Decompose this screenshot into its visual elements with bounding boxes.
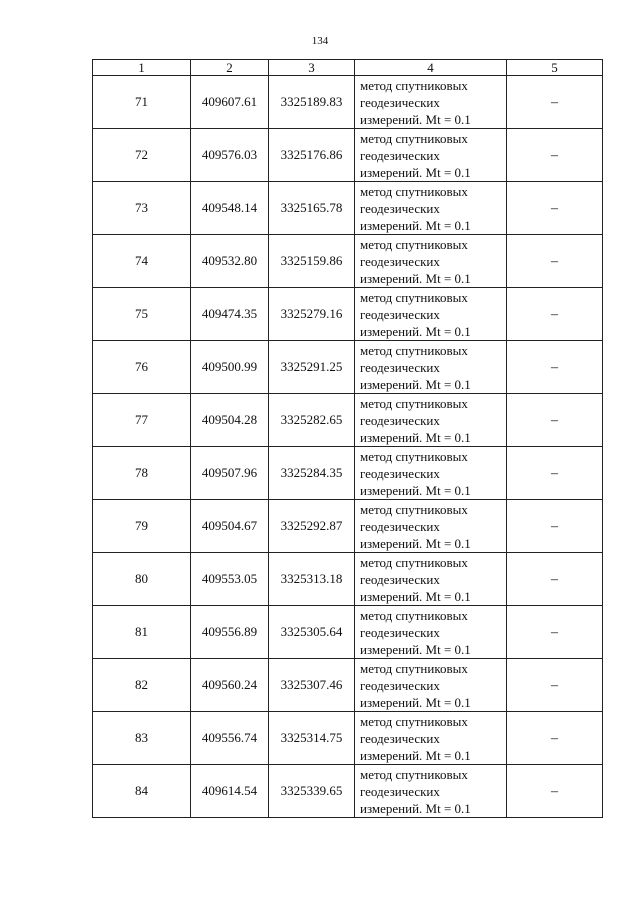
method-line: метод спутниковых (360, 289, 468, 305)
x-coordinate-cell: 409556.74 (191, 712, 269, 765)
table-row (93, 394, 603, 447)
table-row (93, 659, 603, 712)
method-line: измерений. Mt = 0.1 (360, 694, 471, 710)
method-line: метод спутниковых (360, 713, 468, 729)
table-row (93, 606, 603, 659)
x-coordinate-cell: 409576.03 (191, 129, 269, 182)
method-cell (355, 288, 507, 341)
method-line: метод спутниковых (360, 660, 468, 676)
method-line: измерений. Mt = 0.1 (360, 747, 471, 763)
method-line: метод спутниковых (360, 77, 468, 93)
method-line: измерений. Mt = 0.1 (360, 482, 471, 498)
note-dash: – (551, 253, 558, 269)
method-line: измерений. Mt = 0.1 (360, 217, 471, 233)
method-cell (355, 712, 507, 765)
note-cell (507, 235, 603, 288)
note-cell (507, 394, 603, 447)
x-coordinate-cell: 409560.24 (191, 659, 269, 712)
note-dash: – (551, 465, 558, 481)
note-cell (507, 182, 603, 235)
note-dash: – (551, 94, 558, 110)
method-line: метод спутниковых (360, 607, 468, 623)
column-header: 3 (269, 60, 355, 76)
x-coordinate-cell: 409607.61 (191, 76, 269, 129)
x-coordinate-cell: 409548.14 (191, 182, 269, 235)
method-line: измерений. Mt = 0.1 (360, 111, 471, 127)
method-line: геодезических (360, 253, 440, 269)
x-coordinate-cell: 409614.54 (191, 765, 269, 818)
y-coordinate-cell: 3325305.64 (269, 606, 355, 659)
point-number-cell: 82 (93, 659, 191, 712)
table-row (93, 182, 603, 235)
x-coordinate-cell: 409504.28 (191, 394, 269, 447)
y-coordinate-cell: 3325291.25 (269, 341, 355, 394)
method-line: геодезических (360, 147, 440, 163)
note-cell (507, 553, 603, 606)
method-line: геодезических (360, 306, 440, 322)
note-dash: – (551, 571, 558, 587)
y-coordinate-cell: 3325189.83 (269, 76, 355, 129)
method-line: геодезических (360, 624, 440, 640)
x-coordinate-cell: 409532.80 (191, 235, 269, 288)
y-coordinate-cell: 3325282.65 (269, 394, 355, 447)
method-line: геодезических (360, 200, 440, 216)
method-line: измерений. Mt = 0.1 (360, 323, 471, 339)
method-line: измерений. Mt = 0.1 (360, 800, 471, 816)
method-cell (355, 553, 507, 606)
method-cell (355, 765, 507, 818)
note-dash: – (551, 412, 558, 428)
method-cell (355, 235, 507, 288)
method-line: геодезических (360, 730, 440, 746)
point-number-cell: 76 (93, 341, 191, 394)
note-cell (507, 129, 603, 182)
y-coordinate-cell: 3325284.35 (269, 447, 355, 500)
x-coordinate-cell: 409556.89 (191, 606, 269, 659)
method-line: измерений. Mt = 0.1 (360, 376, 471, 392)
page-number: 134 (311, 35, 329, 47)
table-row (93, 500, 603, 553)
method-line: метод спутниковых (360, 395, 468, 411)
method-line: геодезических (360, 571, 440, 587)
method-line: геодезических (360, 465, 440, 481)
method-cell (355, 76, 507, 129)
method-line: геодезических (360, 518, 440, 534)
note-cell (507, 341, 603, 394)
point-number-cell: 80 (93, 553, 191, 606)
y-coordinate-cell: 3325176.86 (269, 129, 355, 182)
method-line: геодезических (360, 94, 440, 110)
column-header: 4 (355, 60, 507, 76)
method-line: измерений. Mt = 0.1 (360, 429, 471, 445)
point-number-cell: 71 (93, 76, 191, 129)
y-coordinate-cell: 3325314.75 (269, 712, 355, 765)
y-coordinate-cell: 3325307.46 (269, 659, 355, 712)
note-dash: – (551, 730, 558, 746)
method-line: геодезических (360, 359, 440, 375)
method-cell (355, 341, 507, 394)
point-number-cell: 75 (93, 288, 191, 341)
point-number-cell: 79 (93, 500, 191, 553)
table-row (93, 129, 603, 182)
method-line: метод спутниковых (360, 130, 468, 146)
method-cell (355, 394, 507, 447)
note-cell (507, 659, 603, 712)
column-header: 5 (507, 60, 603, 76)
table-row (93, 447, 603, 500)
method-line: геодезических (360, 677, 440, 693)
x-coordinate-cell: 409474.35 (191, 288, 269, 341)
method-cell (355, 659, 507, 712)
coordinates-table (92, 59, 603, 818)
method-line: метод спутниковых (360, 342, 468, 358)
table-body (93, 76, 603, 818)
note-dash: – (551, 359, 558, 375)
method-cell (355, 447, 507, 500)
header-row (93, 60, 603, 76)
method-line: метод спутниковых (360, 554, 468, 570)
x-coordinate-cell: 409500.99 (191, 341, 269, 394)
point-number-cell: 78 (93, 447, 191, 500)
note-dash: – (551, 147, 558, 163)
y-coordinate-cell: 3325313.18 (269, 553, 355, 606)
note-cell (507, 447, 603, 500)
note-cell (507, 606, 603, 659)
method-line: измерений. Mt = 0.1 (360, 535, 471, 551)
method-cell (355, 182, 507, 235)
x-coordinate-cell: 409507.96 (191, 447, 269, 500)
column-header: 2 (191, 60, 269, 76)
method-line: измерений. Mt = 0.1 (360, 588, 471, 604)
table-row (93, 765, 603, 818)
method-line: метод спутниковых (360, 183, 468, 199)
note-dash: – (551, 783, 558, 799)
note-dash: – (551, 306, 558, 322)
note-dash: – (551, 518, 558, 534)
point-number-cell: 72 (93, 129, 191, 182)
method-line: измерений. Mt = 0.1 (360, 164, 471, 180)
method-line: геодезических (360, 783, 440, 799)
point-number-cell: 77 (93, 394, 191, 447)
method-cell (355, 500, 507, 553)
table-row (93, 341, 603, 394)
table-row (93, 288, 603, 341)
note-cell (507, 76, 603, 129)
method-line: геодезических (360, 412, 440, 428)
point-number-cell: 83 (93, 712, 191, 765)
method-line: измерений. Mt = 0.1 (360, 641, 471, 657)
point-number-cell: 81 (93, 606, 191, 659)
table-row (93, 553, 603, 606)
table-header (93, 60, 603, 76)
method-line: измерений. Mt = 0.1 (360, 270, 471, 286)
x-coordinate-cell: 409504.67 (191, 500, 269, 553)
note-cell (507, 765, 603, 818)
method-line: метод спутниковых (360, 448, 468, 464)
method-line: метод спутниковых (360, 501, 468, 517)
note-cell (507, 500, 603, 553)
note-cell (507, 288, 603, 341)
note-cell (507, 712, 603, 765)
method-line: метод спутниковых (360, 236, 468, 252)
y-coordinate-cell: 3325165.78 (269, 182, 355, 235)
y-coordinate-cell: 3325159.86 (269, 235, 355, 288)
y-coordinate-cell: 3325292.87 (269, 500, 355, 553)
y-coordinate-cell: 3325279.16 (269, 288, 355, 341)
method-cell (355, 129, 507, 182)
point-number-cell: 84 (93, 765, 191, 818)
x-coordinate-cell: 409553.05 (191, 553, 269, 606)
note-dash: – (551, 624, 558, 640)
table-row (93, 76, 603, 129)
note-dash: – (551, 200, 558, 216)
point-number-cell: 73 (93, 182, 191, 235)
column-header: 1 (93, 60, 191, 76)
method-cell (355, 606, 507, 659)
table-row (93, 235, 603, 288)
y-coordinate-cell: 3325339.65 (269, 765, 355, 818)
point-number-cell: 74 (93, 235, 191, 288)
table-row (93, 712, 603, 765)
note-dash: – (551, 677, 558, 693)
method-line: метод спутниковых (360, 766, 468, 782)
